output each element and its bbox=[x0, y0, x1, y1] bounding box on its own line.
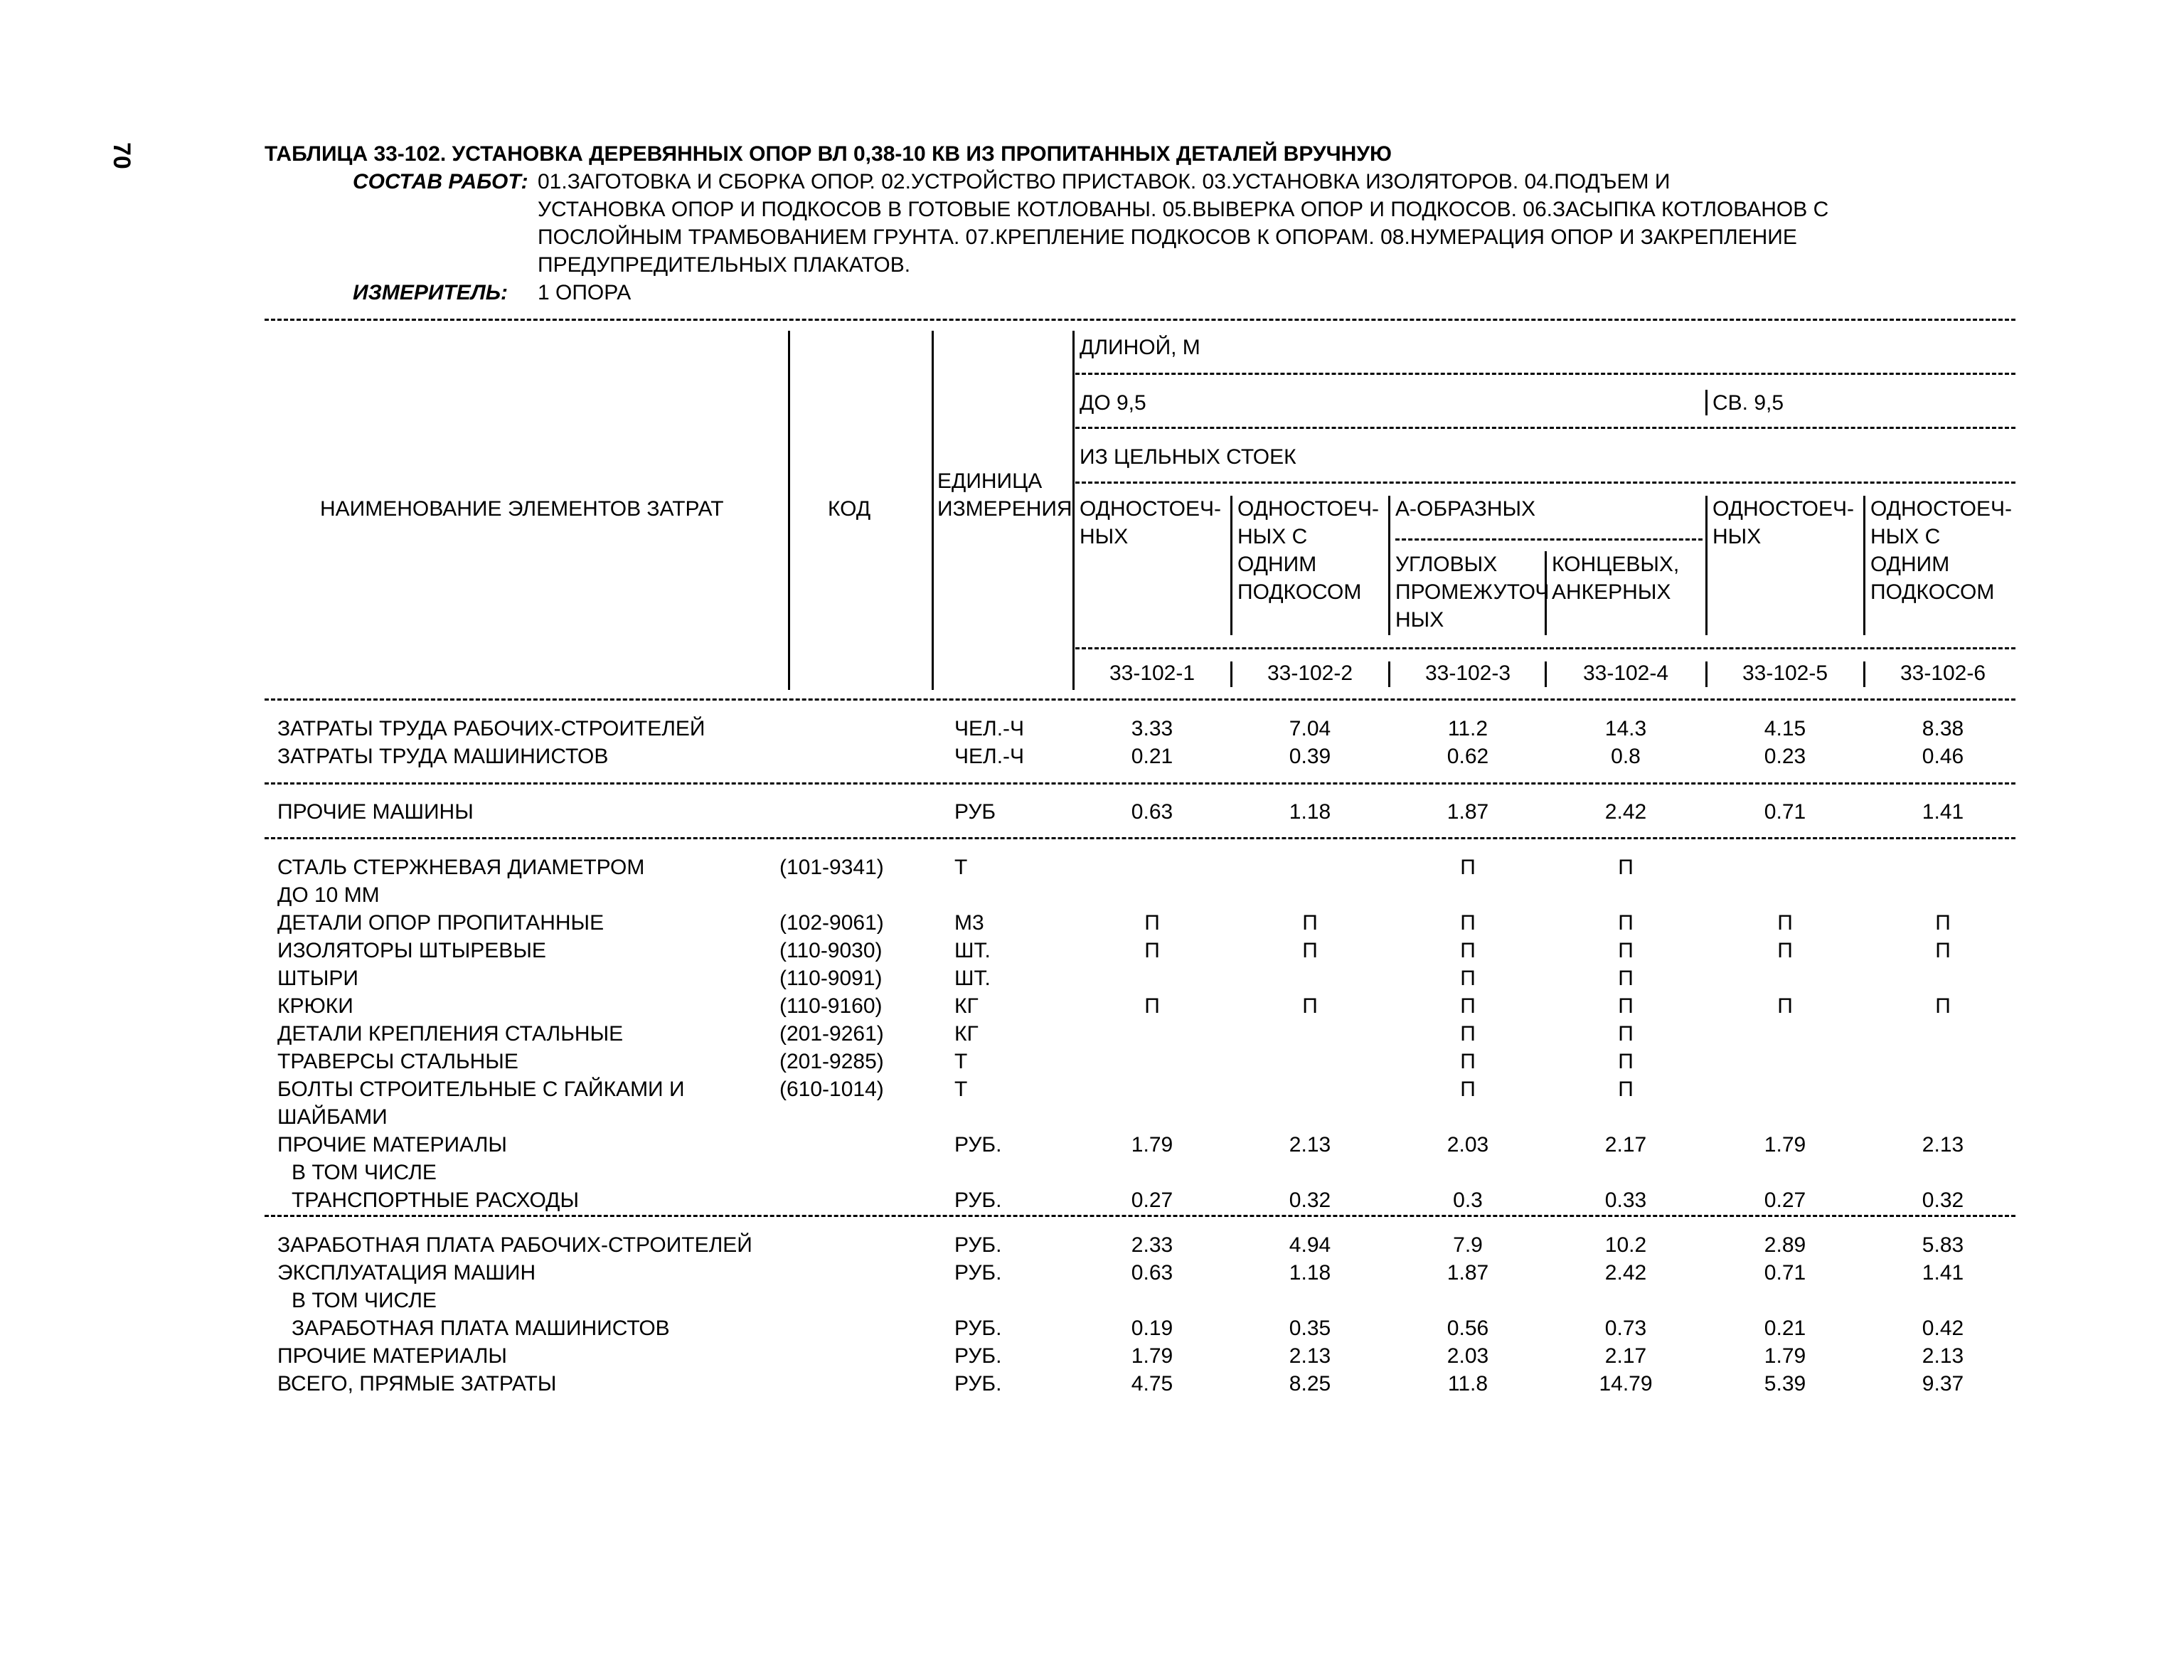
row-value-col-1: 1.79 bbox=[1131, 1133, 1173, 1157]
row-value-col-3: 0.56 bbox=[1447, 1317, 1489, 1340]
row-unit: М3 bbox=[954, 911, 984, 935]
row-value-col-1: 0.63 bbox=[1131, 800, 1173, 824]
c4-line1: КОНЦЕВЫХ, bbox=[1552, 553, 1680, 576]
header-upto: ДО 9,5 bbox=[1080, 391, 1146, 415]
row-code: (101-9341) bbox=[779, 856, 884, 879]
row-unit: ЧЕЛ.-Ч bbox=[954, 717, 1025, 740]
row-value-col-6: 0.46 bbox=[1922, 745, 1964, 768]
row-value-col-1: 4.75 bbox=[1131, 1372, 1173, 1395]
row-value-col-1: П bbox=[1144, 994, 1160, 1018]
row-code: (610-1014) bbox=[779, 1078, 884, 1101]
rule-codes bbox=[1075, 647, 2015, 649]
row-value-col-3: П bbox=[1460, 1022, 1476, 1046]
code-div-5 bbox=[1705, 661, 1708, 687]
row-value-col-4: П bbox=[1618, 939, 1634, 962]
divider-col6 bbox=[1863, 496, 1865, 635]
row-unit: РУБ. bbox=[954, 1344, 1002, 1368]
row-name: ТРАВЕРСЫ СТАЛЬНЫЕ bbox=[277, 1050, 518, 1073]
row-name: ДЕТАЛИ ОПОР ПРОПИТАННЫЕ bbox=[277, 911, 604, 935]
row-value-col-6: 0.42 bbox=[1922, 1317, 1964, 1340]
divider-over bbox=[1705, 390, 1708, 415]
col-divider-values bbox=[1072, 331, 1075, 690]
row-value-col-4: 10.2 bbox=[1604, 1233, 1647, 1257]
c3-line1: УГЛОВЫХ bbox=[1395, 553, 1498, 576]
c4-line2: АНКЕРНЫХ bbox=[1552, 580, 1671, 604]
row-value-col-6: 1.41 bbox=[1922, 800, 1964, 824]
header-unit-1: ЕДИНИЦА bbox=[937, 469, 1043, 493]
row-code: (110-9091) bbox=[779, 967, 883, 990]
c2-line2: НЫХ С bbox=[1237, 525, 1308, 548]
row-value-col-4: 0.73 bbox=[1604, 1317, 1647, 1340]
row-value-col-6: 8.38 bbox=[1922, 717, 1964, 740]
row-value-col-4: П bbox=[1618, 967, 1634, 990]
header-name: НАИМЕНОВАНИЕ ЭЛЕМЕНТОВ ЗАТРАТ bbox=[320, 497, 724, 521]
row-value-col-2: П bbox=[1302, 939, 1318, 962]
row-unit: РУБ. bbox=[954, 1233, 1002, 1257]
header-solid: ИЗ ЦЕЛЬНЫХ СТОЕК bbox=[1080, 445, 1296, 469]
row-value-col-3: 1.87 bbox=[1447, 800, 1489, 824]
col-divider-code bbox=[788, 331, 790, 690]
code-div-4 bbox=[1545, 661, 1547, 687]
row-name: ТРАНСПОРТНЫЕ РАСХОДЫ bbox=[292, 1189, 580, 1212]
row-unit: Т bbox=[954, 856, 968, 879]
row-name: ЗАТРАТЫ ТРУДА МАШИНИСТОВ bbox=[277, 745, 609, 768]
row-unit: РУБ. bbox=[954, 1133, 1002, 1157]
row-code: (201-9285) bbox=[779, 1050, 884, 1073]
row-name: ВСЕГО, ПРЯМЫЕ ЗАТРАТЫ bbox=[277, 1372, 557, 1395]
row-value-col-3: П bbox=[1460, 1078, 1476, 1101]
row-value-col-5: П bbox=[1777, 911, 1793, 935]
row-value-col-1: П bbox=[1144, 911, 1160, 935]
work-composition-label: СОСТАВ РАБОТ: bbox=[353, 170, 528, 193]
row-code: (110-9030) bbox=[779, 939, 883, 962]
row-value-col-6: П bbox=[1935, 994, 1951, 1018]
code-col-3: 33-102-3 bbox=[1424, 661, 1511, 685]
row-value-col-4: 14.3 bbox=[1604, 717, 1647, 740]
code-div-2 bbox=[1230, 661, 1232, 687]
row-name: В ТОМ ЧИСЛЕ bbox=[292, 1161, 437, 1184]
row-value-col-1: П bbox=[1144, 939, 1160, 962]
row-name: ЭКСПЛУАТАЦИЯ МАШИН bbox=[277, 1261, 536, 1285]
row-unit: ШТ. bbox=[954, 967, 991, 990]
row-unit: КГ bbox=[954, 994, 979, 1018]
row-code: (201-9261) bbox=[779, 1022, 884, 1046]
row-name: ЗАТРАТЫ ТРУДА РАБОЧИХ-СТРОИТЕЛЕЙ bbox=[277, 717, 705, 740]
row-name: ПРОЧИЕ МАТЕРИАЛЫ bbox=[277, 1344, 507, 1368]
rule-upto bbox=[1075, 427, 2015, 429]
row-value-col-2: 2.13 bbox=[1289, 1344, 1331, 1368]
row-value-col-3: П bbox=[1460, 911, 1476, 935]
row-value-col-5: П bbox=[1777, 939, 1793, 962]
c2-line1: ОДНОСТОЕЧ- bbox=[1237, 497, 1379, 521]
row-value-col-5: 5.39 bbox=[1764, 1372, 1806, 1395]
rule-aframe bbox=[1395, 538, 1703, 541]
code-col-6: 33-102-6 bbox=[1900, 661, 1986, 685]
row-value-col-2: 4.94 bbox=[1289, 1233, 1331, 1257]
rule-top bbox=[265, 319, 2015, 321]
row-name: ПРОЧИЕ МАШИНЫ bbox=[277, 800, 474, 824]
row-value-col-2: 7.04 bbox=[1289, 717, 1331, 740]
rule-length bbox=[1075, 373, 2015, 375]
row-value-col-1: 0.21 bbox=[1131, 745, 1173, 768]
row-unit: РУБ bbox=[954, 800, 996, 824]
measure-label: ИЗМЕРИТЕЛЬ: bbox=[353, 281, 508, 304]
aframe-header: А-ОБРАЗНЫХ bbox=[1395, 497, 1536, 521]
row-name: СТАЛЬ СТЕРЖНЕВАЯ ДИАМЕТРОМ bbox=[277, 856, 645, 879]
c3-line2: ПРОМЕЖУТОЧ bbox=[1395, 580, 1550, 604]
row-value-col-3: П bbox=[1460, 1050, 1476, 1073]
code-col-1: 33-102-1 bbox=[1109, 661, 1195, 685]
row-value-col-4: 2.42 bbox=[1604, 1261, 1647, 1285]
row-value-col-2: 0.39 bbox=[1289, 745, 1331, 768]
row-unit: РУБ. bbox=[954, 1317, 1002, 1340]
row-unit: ШТ. bbox=[954, 939, 991, 962]
row-value-col-4: П bbox=[1618, 1050, 1634, 1073]
c6-line2: НЫХ С bbox=[1870, 525, 1941, 548]
row-value-col-3: 0.62 bbox=[1447, 745, 1489, 768]
row-name: ДО 10 ММ bbox=[277, 883, 380, 907]
row-value-col-2: 1.18 bbox=[1289, 1261, 1331, 1285]
c2-line4: ПОДКОСОМ bbox=[1237, 580, 1362, 604]
page-number: 70 bbox=[108, 142, 135, 169]
row-value-col-5: 0.71 bbox=[1764, 1261, 1806, 1285]
rule-sec1 bbox=[265, 782, 2015, 785]
rule-sec2 bbox=[265, 837, 2015, 839]
rule-solid bbox=[1075, 482, 2015, 484]
header-length: ДЛИНОЙ, М bbox=[1080, 336, 1200, 359]
row-value-col-3: 2.03 bbox=[1447, 1344, 1489, 1368]
c6-line3: ОДНИМ bbox=[1870, 553, 1950, 576]
work-line-1: 01.ЗАГОТОВКА И СБОРКА ОПОР. 02.УСТРОЙСТВО ПРИСТАВОК. 03.УСТАНОВКА ИЗОЛЯТОРОВ. 04.ПОДЪЕМ И bbox=[538, 170, 1671, 193]
row-name: КРЮКИ bbox=[277, 994, 353, 1018]
row-value-col-5: 4.15 bbox=[1764, 717, 1806, 740]
row-value-col-1: 0.19 bbox=[1131, 1317, 1173, 1340]
row-value-col-4: 2.17 bbox=[1604, 1133, 1647, 1157]
row-value-col-2: 2.13 bbox=[1289, 1133, 1331, 1157]
row-name: В ТОМ ЧИСЛЕ bbox=[292, 1289, 437, 1312]
c5-line2: НЫХ bbox=[1712, 525, 1762, 548]
row-value-col-4: 0.33 bbox=[1604, 1189, 1647, 1212]
row-value-col-5: 1.79 bbox=[1764, 1133, 1806, 1157]
row-name: ДЕТАЛИ КРЕПЛЕНИЯ СТАЛЬНЫЕ bbox=[277, 1022, 624, 1046]
row-value-col-2: П bbox=[1302, 911, 1318, 935]
header-over: СВ. 9,5 bbox=[1712, 391, 1784, 415]
row-value-col-3: П bbox=[1460, 939, 1476, 962]
row-code: (110-9160) bbox=[779, 994, 883, 1018]
row-value-col-6: 0.32 bbox=[1922, 1189, 1964, 1212]
c6-line4: ПОДКОСОМ bbox=[1870, 580, 1995, 604]
rule-sec3 bbox=[265, 1215, 2015, 1217]
row-name: ПРОЧИЕ МАТЕРИАЛЫ bbox=[277, 1133, 507, 1157]
row-value-col-6: 9.37 bbox=[1922, 1372, 1964, 1395]
c6-line1: ОДНОСТОЕЧ- bbox=[1870, 497, 2012, 521]
row-unit: РУБ. bbox=[954, 1261, 1002, 1285]
row-value-col-2: 1.18 bbox=[1289, 800, 1331, 824]
row-name: ЗАРАБОТНАЯ ПЛАТА МАШИНИСТОВ bbox=[292, 1317, 670, 1340]
code-div-3 bbox=[1388, 661, 1390, 687]
row-value-col-1: 2.33 bbox=[1131, 1233, 1173, 1257]
row-value-col-5: 0.23 bbox=[1764, 745, 1806, 768]
row-value-col-4: 0.8 bbox=[1611, 745, 1641, 768]
code-col-2: 33-102-2 bbox=[1267, 661, 1353, 685]
row-value-col-3: 7.9 bbox=[1453, 1233, 1483, 1257]
row-value-col-3: П bbox=[1460, 967, 1476, 990]
row-unit: РУБ. bbox=[954, 1372, 1002, 1395]
code-div-6 bbox=[1863, 661, 1865, 687]
row-value-col-4: 14.79 bbox=[1599, 1372, 1653, 1395]
divider-col5 bbox=[1705, 496, 1708, 635]
c1-line1: ОДНОСТОЕЧ- bbox=[1080, 497, 1221, 521]
row-value-col-3: П bbox=[1460, 856, 1476, 879]
row-value-col-6: 2.13 bbox=[1922, 1133, 1964, 1157]
work-line-2: УСТАНОВКА ОПОР И ПОДКОСОВ В ГОТОВЫЕ КОТЛОВАНЫ. 05.ВЫВЕРКА ОПОР И ПОДКОСОВ. 06.ЗАСЫПКА КОТЛОВАНОВ С bbox=[538, 198, 1829, 221]
row-unit: ЧЕЛ.-Ч bbox=[954, 745, 1025, 768]
row-value-col-1: 3.33 bbox=[1131, 717, 1173, 740]
row-value-col-1: 1.79 bbox=[1131, 1344, 1173, 1368]
row-name: ШТЫРИ bbox=[277, 967, 358, 990]
row-value-col-3: П bbox=[1460, 994, 1476, 1018]
row-value-col-5: 0.27 bbox=[1764, 1189, 1806, 1212]
row-name: ЗАРАБОТНАЯ ПЛАТА РАБОЧИХ-СТРОИТЕЛЕЙ bbox=[277, 1233, 752, 1257]
code-col-4: 33-102-4 bbox=[1582, 661, 1669, 685]
row-value-col-1: 0.27 bbox=[1131, 1189, 1173, 1212]
measure-value: 1 ОПОРА bbox=[538, 281, 632, 304]
row-value-col-5: 0.71 bbox=[1764, 800, 1806, 824]
row-value-col-3: 11.2 bbox=[1447, 717, 1488, 740]
header-unit-2: ИЗМЕРЕНИЯ bbox=[937, 497, 1072, 521]
row-value-col-2: 0.35 bbox=[1289, 1317, 1331, 1340]
col-divider-unit bbox=[932, 331, 934, 690]
row-value-col-6: П bbox=[1935, 911, 1951, 935]
row-value-col-1: 0.63 bbox=[1131, 1261, 1173, 1285]
row-value-col-4: П bbox=[1618, 1022, 1634, 1046]
row-value-col-3: 2.03 bbox=[1447, 1133, 1489, 1157]
row-value-col-6: П bbox=[1935, 939, 1951, 962]
row-unit: РУБ. bbox=[954, 1189, 1002, 1212]
row-name: БОЛТЫ СТРОИТЕЛЬНЫЕ С ГАЙКАМИ И bbox=[277, 1078, 685, 1101]
row-unit: Т bbox=[954, 1078, 968, 1101]
divider-col3 bbox=[1388, 496, 1390, 635]
rule-header-bottom bbox=[265, 698, 2015, 701]
row-value-col-3: 1.87 bbox=[1447, 1261, 1489, 1285]
row-value-col-6: 1.41 bbox=[1922, 1261, 1964, 1285]
row-value-col-6: 5.83 bbox=[1922, 1233, 1964, 1257]
row-value-col-5: П bbox=[1777, 994, 1793, 1018]
row-value-col-4: 2.42 bbox=[1604, 800, 1647, 824]
table-title: ТАБЛИЦА 33-102. УСТАНОВКА ДЕРЕВЯННЫХ ОПОР ВЛ 0,38-10 КВ ИЗ ПРОПИТАННЫХ ДЕТАЛЕЙ ВРУЧНУЮ bbox=[265, 142, 1392, 166]
row-value-col-4: П bbox=[1618, 1078, 1634, 1101]
row-value-col-5: 0.21 bbox=[1764, 1317, 1806, 1340]
row-value-col-3: 0.3 bbox=[1453, 1189, 1483, 1212]
row-value-col-2: П bbox=[1302, 994, 1318, 1018]
row-value-col-5: 2.89 bbox=[1764, 1233, 1806, 1257]
c3-line3: НЫХ bbox=[1395, 608, 1444, 632]
c5-line1: ОДНОСТОЕЧ- bbox=[1712, 497, 1854, 521]
row-value-col-2: 0.32 bbox=[1289, 1189, 1331, 1212]
c1-line2: НЫХ bbox=[1080, 525, 1129, 548]
row-code: (102-9061) bbox=[779, 911, 884, 935]
row-value-col-3: 11.8 bbox=[1447, 1372, 1488, 1395]
header-code: КОД bbox=[828, 497, 871, 521]
row-value-col-2: 8.25 bbox=[1289, 1372, 1331, 1395]
row-value-col-4: П bbox=[1618, 994, 1634, 1018]
row-value-col-4: П bbox=[1618, 856, 1634, 879]
divider-col2 bbox=[1230, 496, 1232, 635]
code-col-5: 33-102-5 bbox=[1742, 661, 1828, 685]
work-line-3: ПОСЛОЙНЫМ ТРАМБОВАНИЕМ ГРУНТА. 07.КРЕПЛЕНИЕ ПОДКОСОВ К ОПОРАМ. 08.НУМЕРАЦИЯ ОПОР И ЗАКРЕПЛЕНИЕ bbox=[538, 225, 1797, 249]
row-value-col-4: 2.17 bbox=[1604, 1344, 1647, 1368]
work-line-4: ПРЕДУПРЕДИТЕЛЬНЫХ ПЛАКАТОВ. bbox=[538, 253, 911, 277]
row-unit: КГ bbox=[954, 1022, 979, 1046]
row-name: ШАЙБАМИ bbox=[277, 1105, 388, 1129]
c2-line3: ОДНИМ bbox=[1237, 553, 1317, 576]
row-value-col-6: 2.13 bbox=[1922, 1344, 1964, 1368]
row-name: ИЗОЛЯТОРЫ ШТЫРЕВЫЕ bbox=[277, 939, 546, 962]
row-unit: Т bbox=[954, 1050, 968, 1073]
row-value-col-5: 1.79 bbox=[1764, 1344, 1806, 1368]
row-value-col-4: П bbox=[1618, 911, 1634, 935]
